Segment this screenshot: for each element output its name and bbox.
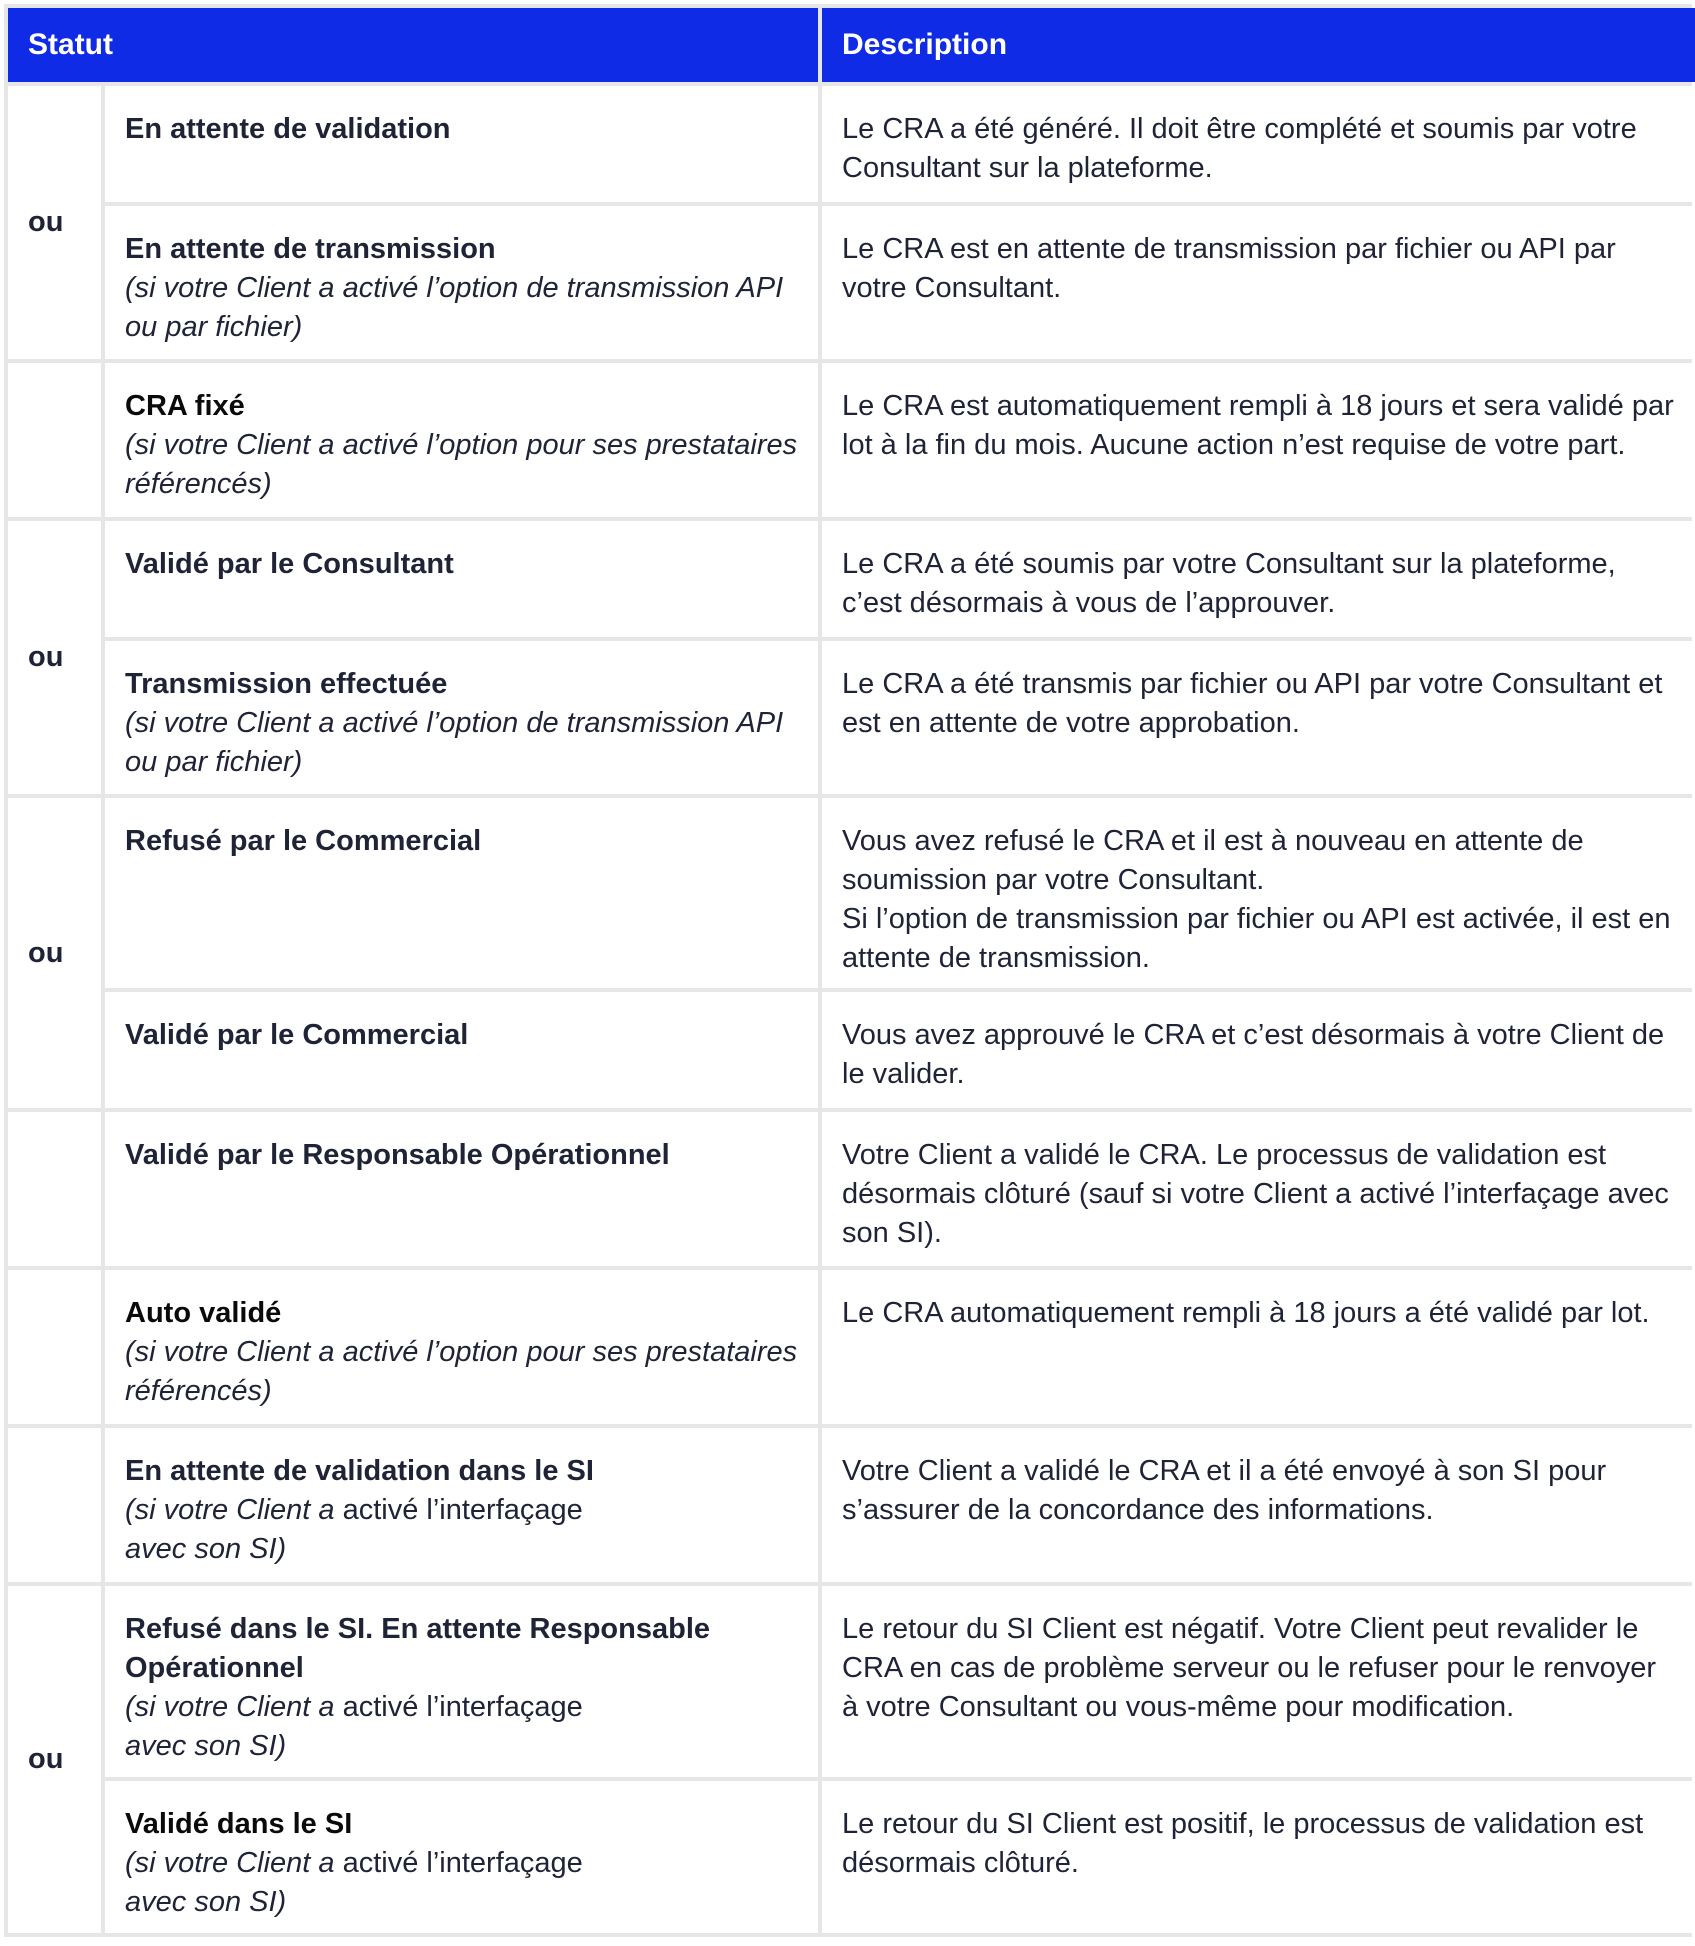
connector-cell bbox=[8, 521, 101, 794]
connector-cell bbox=[8, 1428, 101, 1582]
description-cell: Le CRA est en attente de transmission par fichier ou API par votre Consultant. bbox=[822, 206, 1695, 359]
status-note-italic-1: (si votre Client a bbox=[125, 1847, 343, 1879]
status-cell bbox=[105, 1428, 818, 1582]
status-note-italic-1: (si votre Client a bbox=[125, 1494, 343, 1526]
status-note bbox=[125, 1333, 798, 1411]
status-title: En attente de validation bbox=[125, 113, 451, 145]
status-cell bbox=[105, 86, 818, 202]
status-title: Validé par le Commercial bbox=[125, 1019, 469, 1051]
description-cell: Votre Client a validé le CRA et il a été envoyé à son SI pour s’assurer de la concordance des informations. bbox=[822, 1428, 1695, 1582]
connector-cell bbox=[8, 363, 101, 517]
status-note bbox=[125, 1688, 798, 1766]
description-cell: Le CRA automatiquement rempli à 18 jours a été validé par lot. bbox=[822, 1270, 1695, 1424]
status-cell bbox=[105, 363, 818, 517]
status-note-italic-2: avec son SI) bbox=[125, 1730, 287, 1762]
status-cell bbox=[105, 1270, 818, 1424]
description-cell: Vous avez refusé le CRA et il est à nouveau en attente de soumission par votre Consultant. Si l’option de transmission par fichier ou API est activée, il est en attente de transmission. bbox=[822, 798, 1695, 988]
status-note bbox=[125, 269, 798, 347]
status-cell bbox=[105, 206, 818, 359]
status-cell bbox=[105, 1586, 818, 1777]
description-cell: Le CRA a été généré. Il doit être complété et soumis par votre Consultant sur la plateforme. bbox=[822, 86, 1695, 202]
status-note-italic-1: (si votre Client a bbox=[125, 1691, 343, 1723]
description-cell: Votre Client a validé le CRA. Le processus de validation est désormais clôturé (sauf si votre Client a activé l’interfaçage avec son SI). bbox=[822, 1112, 1695, 1266]
status-title: En attente de transmission bbox=[125, 233, 496, 265]
status-note bbox=[125, 704, 798, 782]
status-cell bbox=[105, 1781, 818, 1933]
status-title: Transmission effectuée bbox=[125, 668, 448, 700]
status-note-italic-1: (si votre Client a activé l’option de transmission API ou par fichier) bbox=[125, 272, 784, 343]
connector-cell bbox=[8, 1270, 101, 1424]
connector-label: ou bbox=[28, 1743, 64, 1775]
status-title: Validé par le Consultant bbox=[125, 548, 454, 580]
status-note-regular: activé l’interfaçage bbox=[342, 1691, 583, 1723]
status-title: Refusé par le Commercial bbox=[125, 825, 482, 857]
description-cell: Le retour du SI Client est positif, le processus de validation est désormais clôturé. bbox=[822, 1781, 1695, 1933]
status-title: CRA fixé bbox=[125, 390, 245, 422]
status-note-regular: activé l’interfaçage bbox=[342, 1494, 583, 1526]
status-note-italic-2: avec son SI) bbox=[125, 1886, 287, 1918]
status-note-regular: activé l’interfaçage bbox=[342, 1847, 583, 1879]
description-cell: Vous avez approuvé le CRA et c’est désormais à votre Client de le valider. bbox=[822, 992, 1695, 1108]
description-cell: Le CRA est automatiquement rempli à 18 jours et sera validé par lot à la fin du mois. Aucune action n’est requise de votre part. bbox=[822, 363, 1695, 517]
status-note-italic-1: (si votre Client a activé l’option pour ses prestataires référencés) bbox=[125, 1336, 798, 1407]
status-cell bbox=[105, 521, 818, 637]
connector-label: ou bbox=[28, 206, 64, 238]
connector-label: ou bbox=[28, 641, 64, 673]
status-note-italic-1: (si votre Client a activé l’option pour ses prestataires référencés) bbox=[125, 429, 798, 500]
connector-cell bbox=[8, 1586, 101, 1933]
description-cell: Le retour du SI Client est négatif. Votre Client peut revalider le CRA en cas de problème serveur ou le refuser pour le renvoyer à votre Consultant ou vous-même pour modification. bbox=[822, 1586, 1695, 1777]
status-note bbox=[125, 1491, 798, 1569]
description-cell: Le CRA a été transmis par fichier ou API par votre Consultant et est en attente de votre approbation. bbox=[822, 641, 1695, 794]
status-title: Validé par le Responsable Opérationnel bbox=[125, 1139, 670, 1171]
description-cell: Le CRA a été soumis par votre Consultant sur la plateforme, c’est désormais à vous de l’approuver. bbox=[822, 521, 1695, 637]
status-cell bbox=[105, 641, 818, 794]
status-note-italic-1: (si votre Client a activé l’option de transmission API ou par fichier) bbox=[125, 707, 784, 778]
status-note bbox=[125, 1844, 798, 1922]
status-table bbox=[4, 4, 1692, 1937]
status-cell bbox=[105, 798, 818, 988]
connector-cell bbox=[8, 798, 101, 1108]
status-title: Auto validé bbox=[125, 1297, 282, 1329]
header-status: Statut bbox=[8, 8, 818, 82]
connector-cell bbox=[8, 86, 101, 359]
status-note-italic-2: avec son SI) bbox=[125, 1533, 287, 1565]
connector-label: ou bbox=[28, 936, 64, 969]
status-cell bbox=[105, 992, 818, 1108]
status-title: Refusé dans le SI. En attente Responsable Opérationnel bbox=[125, 1613, 710, 1684]
status-note bbox=[125, 426, 798, 504]
status-cell bbox=[105, 1112, 818, 1266]
status-title: Validé dans le SI bbox=[125, 1808, 353, 1840]
connector-cell bbox=[8, 1112, 101, 1266]
header-description: Description bbox=[822, 8, 1695, 82]
status-title: En attente de validation dans le SI bbox=[125, 1455, 594, 1487]
